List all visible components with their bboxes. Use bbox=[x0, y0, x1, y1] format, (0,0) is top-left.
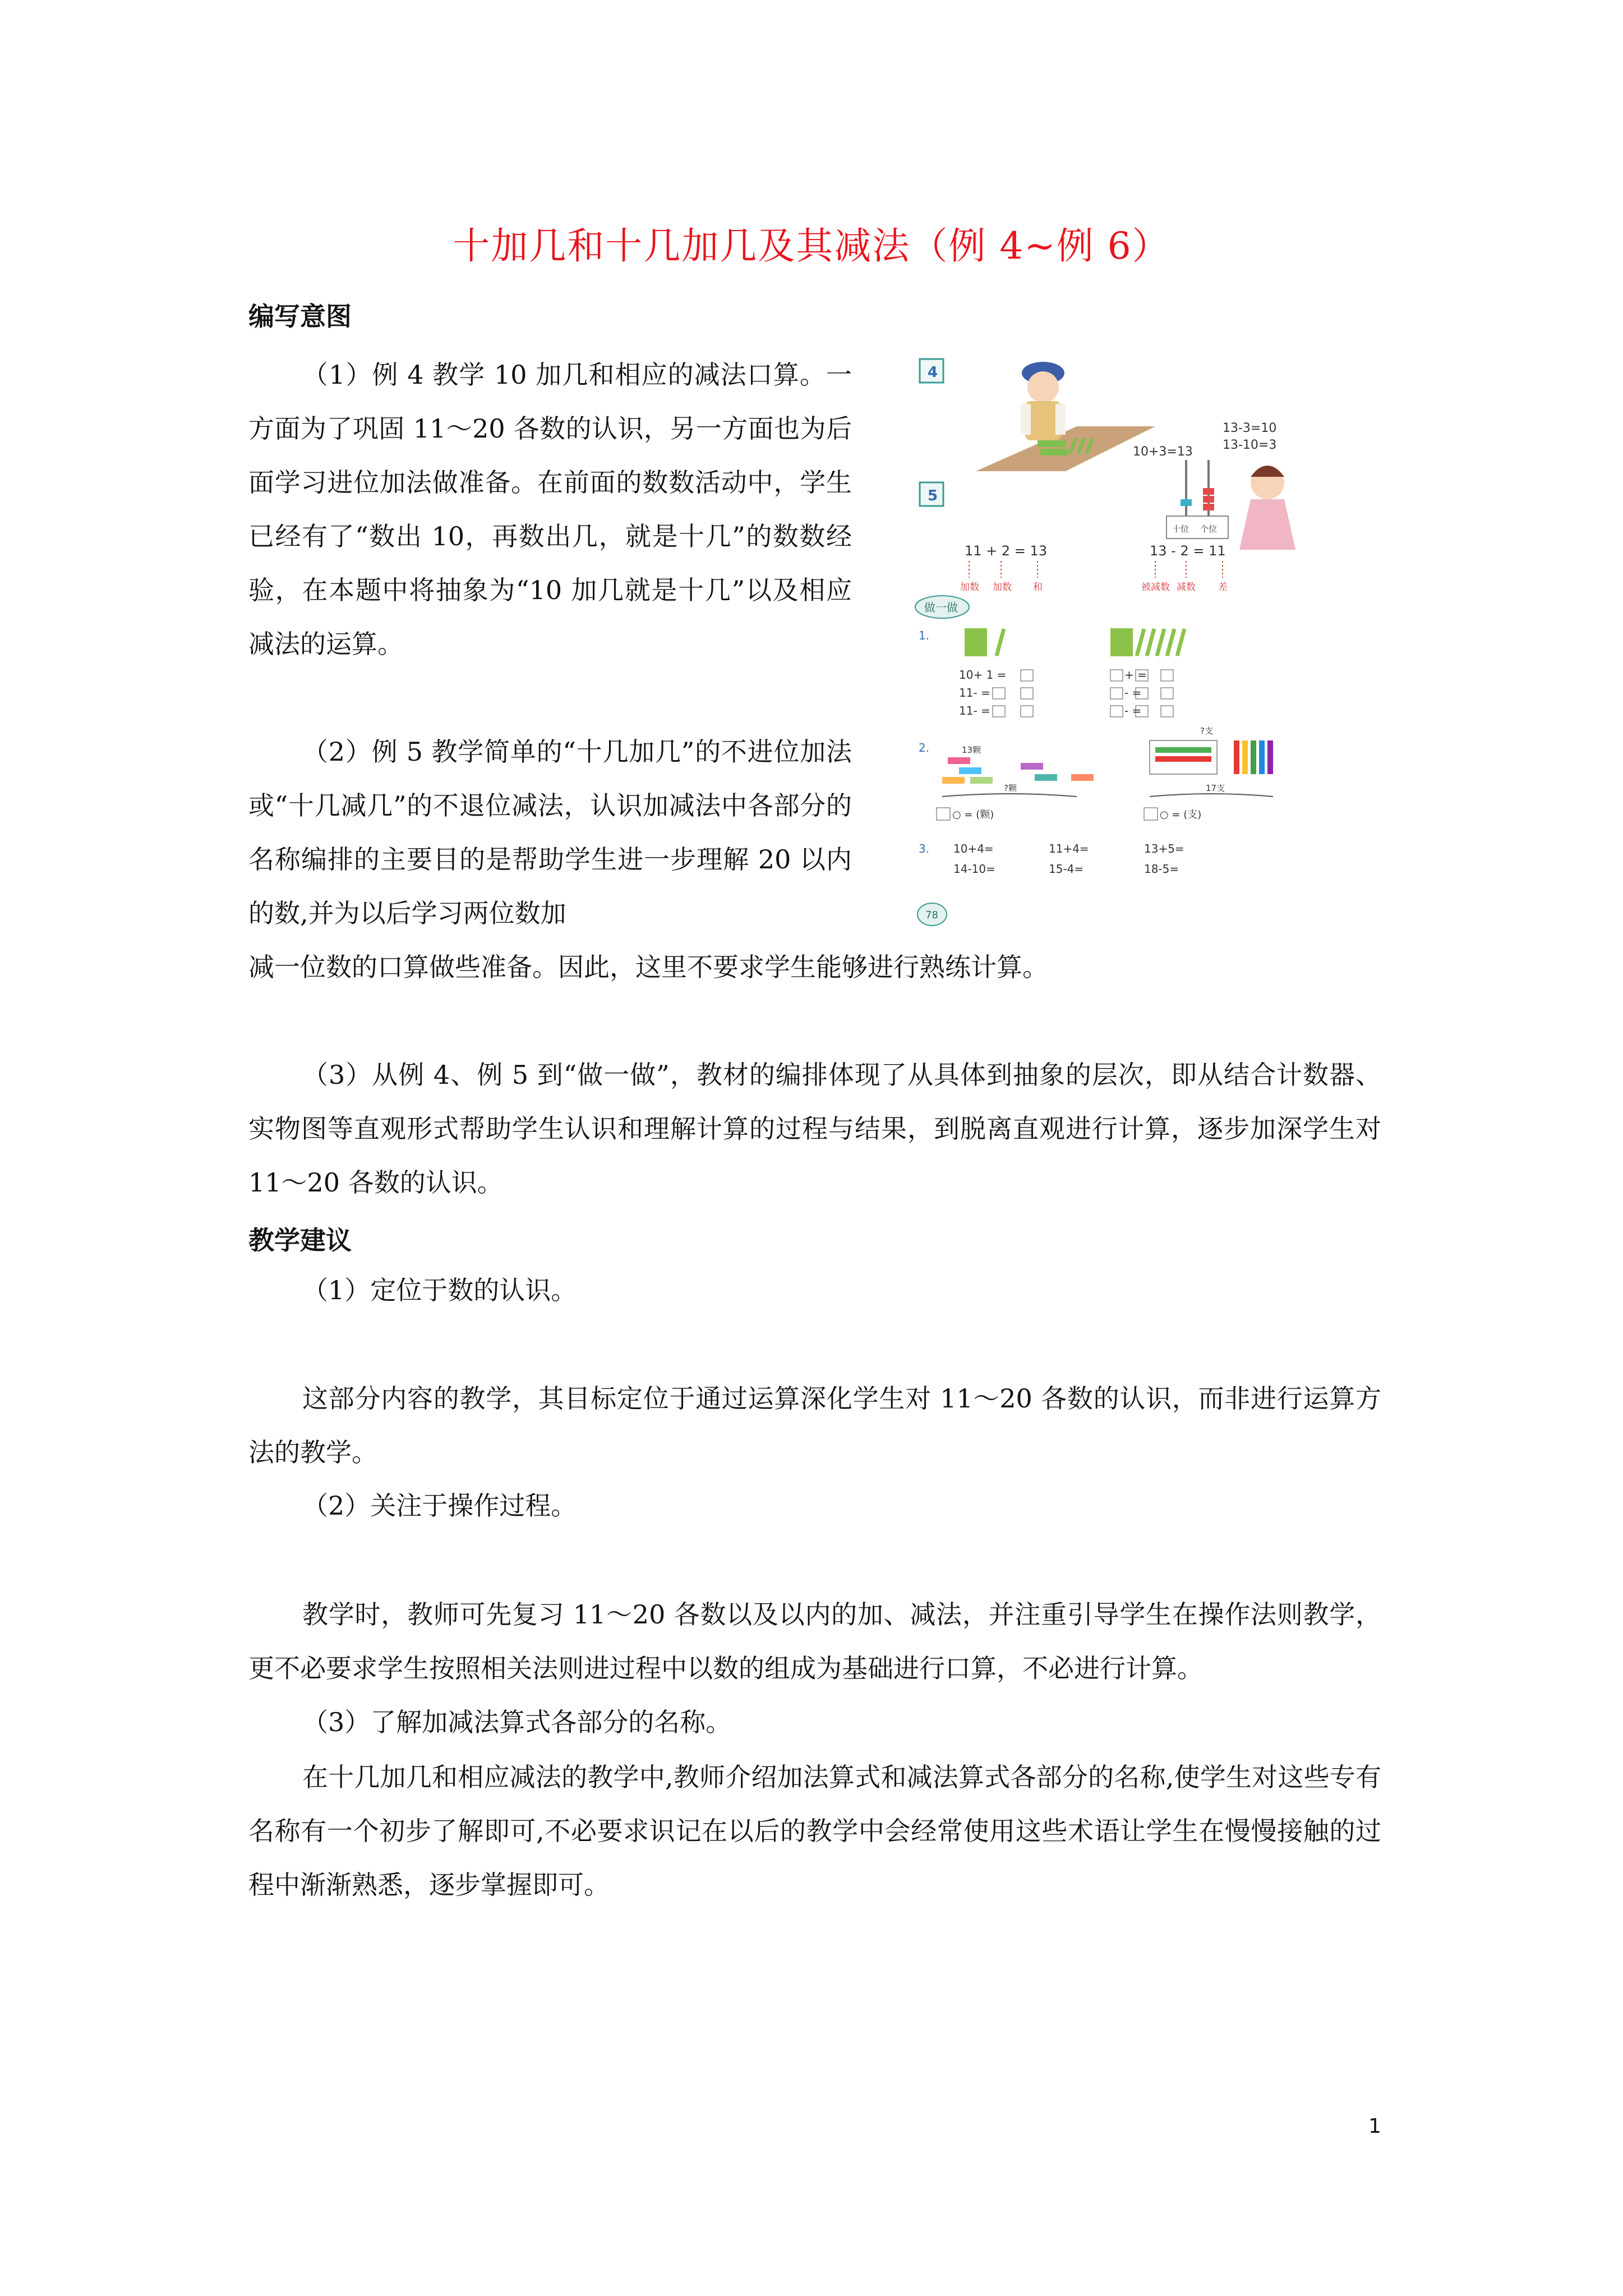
suggestion-2-title: （2）关注于操作过程。 bbox=[302, 1490, 577, 1521]
answer-box bbox=[1161, 706, 1173, 717]
q1-eq-a2: 11- = bbox=[959, 686, 990, 700]
example-4-equation-3: 13-10=3 bbox=[1223, 438, 1277, 452]
example-5-addition: 11 + 2 = 13 bbox=[965, 543, 1048, 559]
paragraph-intent-2b: 减一位数的口算做些准备。因此，这里不要求学生能够进行熟练计算。 bbox=[248, 952, 1048, 982]
question-3-label: 3. bbox=[919, 842, 930, 855]
suggestion-2-body: 教学时，教师可先复习 11～20 各数以及以内的加、减法，并注重引导学生在操作法则教学，更不必要求学生按照相关法则进过程中以数的组成为基础进行口算，不必进行计算。 bbox=[248, 1599, 1381, 1683]
section-heading-intent: 编写意图 bbox=[248, 301, 352, 332]
paragraph-intent-2a: （2）例 5 教学简单的“十几加几”的不进位加法或“十几减几”的不退位减法，认识加减法中各部分的名称编排的主要目的是帮助学生进一步理解 20 以内的数,并为以后学习两位数加 bbox=[248, 737, 852, 928]
q3-r1c2: 11+4= bbox=[1049, 842, 1089, 855]
stick-bundle-icon bbox=[965, 628, 1186, 656]
q1-eq-b2: - = bbox=[1124, 686, 1142, 700]
page-number: 1 bbox=[1368, 2115, 1381, 2138]
example-5-label: 5 bbox=[928, 487, 938, 504]
answer-box bbox=[937, 808, 950, 820]
q1-eq-b1: + = bbox=[1124, 668, 1147, 682]
q1-eq-a3: 11- = bbox=[959, 704, 990, 717]
q2-equation-1: ○ = (颗) bbox=[952, 809, 994, 821]
answer-box bbox=[1161, 670, 1173, 681]
question-2-label: 2. bbox=[919, 741, 930, 754]
q3-r2c3: 18-5= bbox=[1144, 862, 1179, 876]
girl-illustration bbox=[1239, 466, 1295, 550]
paragraph-intent-1: （1）例 4 教学 10 加几和相应的减法口算。一方面为了巩固 11～20 各数的认识，另一方面也为后面学习进位加法做准备。在前面的数数活动中，学生已经有了“数出 10，再数出几，就是十几”的数数经验，在本题中将抽象为“10 加几就是十几”以及相应减法的运算。 bbox=[248, 360, 852, 659]
answer-box bbox=[993, 688, 1005, 699]
term-subtrahend: 减数 bbox=[1177, 582, 1196, 593]
answer-box bbox=[1161, 688, 1173, 699]
answer-box bbox=[993, 706, 1005, 717]
q1-eq-b3: - = bbox=[1124, 704, 1142, 717]
q3-r1c3: 13+5= bbox=[1144, 842, 1184, 855]
brace-line bbox=[1150, 794, 1273, 797]
q1-eq-a1: 10+ 1 = bbox=[959, 668, 1007, 682]
page-title: 十加几和十几加几及其减法（例 4~例 6） bbox=[453, 224, 1170, 268]
q2-question-2: ?支 bbox=[1200, 726, 1213, 736]
answer-box bbox=[1021, 670, 1033, 681]
candy-icon bbox=[942, 757, 1094, 784]
term-addend-2: 加数 bbox=[993, 582, 1012, 593]
boy-illustration bbox=[1021, 362, 1066, 440]
term-difference: 差 bbox=[1218, 582, 1228, 593]
example-4-equation-1: 10+3=13 bbox=[1133, 445, 1193, 459]
suggestion-1-body: 这部分内容的教学，其目标定位于通过运算深化学生对 11～20 各数的认识，而非进行运算方法的教学。 bbox=[248, 1383, 1381, 1467]
example-5-subtraction: 13 - 2 = 11 bbox=[1150, 543, 1226, 559]
question-1-label: 1. bbox=[919, 629, 930, 642]
pencil-icon bbox=[1234, 740, 1273, 774]
q3-r2c2: 15-4= bbox=[1049, 862, 1084, 876]
suggestion-3-body: 在十几加几和相应减法的教学中,教师介绍加法算式和减法算式各部分的名称,使学生对这些专有名称有一个初步了解即可,不必要求识记在以后的教学中会经常使用这些术语让学生在慢慢接触的过程中渐渐熟悉，逐步掌握即可。 bbox=[248, 1762, 1381, 1900]
answer-box bbox=[1110, 688, 1123, 699]
answer-box bbox=[1110, 670, 1123, 681]
q3-r1c1: 10+4= bbox=[953, 842, 994, 855]
q2-question-1: ?颗 bbox=[1004, 783, 1017, 793]
term-sum: 和 bbox=[1033, 582, 1043, 593]
q2-count-label: 13颗 bbox=[962, 745, 981, 755]
abacus-ones-label: 个位 bbox=[1200, 524, 1218, 534]
suggestion-1-title: （1）定位于数的认识。 bbox=[302, 1275, 577, 1305]
answer-box bbox=[1144, 808, 1158, 820]
q3-r2c1: 14-10= bbox=[953, 862, 995, 876]
answer-box bbox=[1021, 706, 1033, 717]
answer-box bbox=[1110, 706, 1123, 717]
paragraph-intent-3: （3）从例 4、例 5 到“做一做”，教材的编排体现了从具体到抽象的层次，即从结合计数器、实物图等直观形式帮助学生认识和理解计算的过程与结果，到脱离直观进行计算，逐步加深学生对 11～20 各数的认识。 bbox=[248, 1060, 1381, 1198]
brace-line bbox=[942, 794, 1077, 797]
q2-equation-2: ○ = (支) bbox=[1160, 809, 1202, 821]
suggestion-3-title: （3）了解加减法算式各部分的名称。 bbox=[302, 1707, 732, 1737]
textbook-figure bbox=[909, 348, 1335, 954]
page-tag: 78 bbox=[925, 909, 938, 921]
example-4-label: 4 bbox=[928, 364, 938, 381]
practice-label: 做一做 bbox=[924, 601, 958, 614]
q2-total-label: 17支 bbox=[1206, 783, 1225, 793]
term-addend-1: 加数 bbox=[960, 582, 979, 593]
pencil-box-icon bbox=[1150, 740, 1217, 774]
abacus-tens-label: 十位 bbox=[1172, 524, 1189, 534]
section-heading-suggestions: 教学建议 bbox=[248, 1225, 352, 1255]
example-4-equation-2: 13-3=10 bbox=[1223, 421, 1277, 435]
answer-box bbox=[1021, 688, 1033, 699]
term-minuend: 被减数 bbox=[1141, 582, 1170, 593]
